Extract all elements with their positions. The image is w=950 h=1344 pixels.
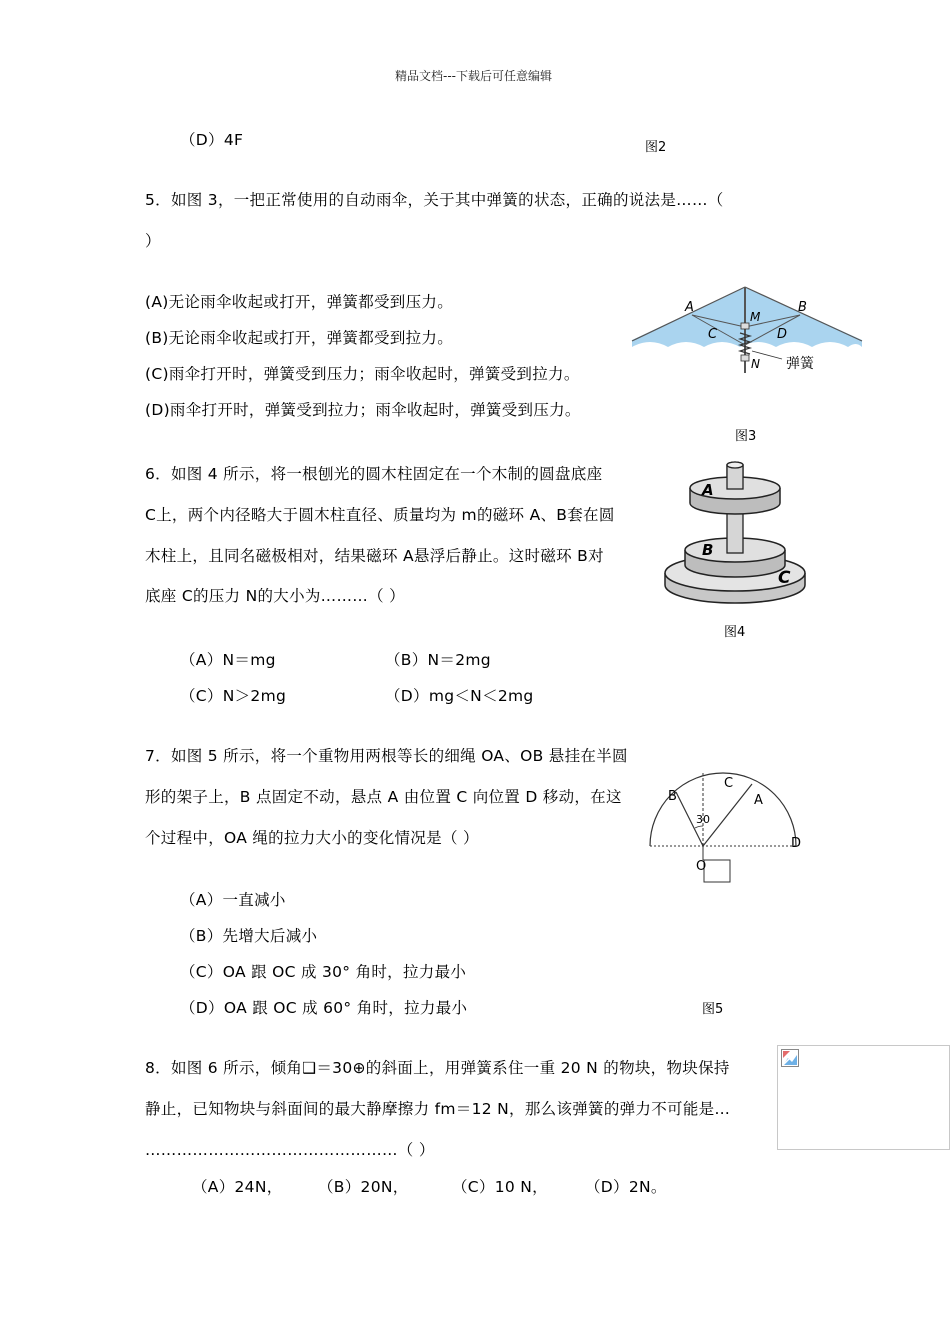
q6-option-c: （C）N＞2mg [180,687,287,705]
umbrella-spring-label: 弹簧 [786,356,814,372]
q7-stem-line3: 个过程中，OA 绳的拉力大小的变化情况是（ ） [145,829,479,847]
frame-label-o: O [696,859,707,874]
umbrella-label-n: N [751,357,760,371]
base-c-label: C [778,568,791,588]
q8-option-b: （B）20N， [318,1178,409,1196]
ring-a-label: A [702,481,714,499]
frame-label-a: A [754,793,763,808]
q8-stem-line3: …………………………………………（ ） [145,1141,435,1159]
broken-image-icon [781,1049,799,1067]
umbrella-label-d: D [777,327,788,342]
frame-label-b: B [668,789,677,804]
q8-stem-line1: 8．如图 6 所示，倾角❑＝30⊕的斜面上，用弹簧系住一重 20 N 的物块，物块保持 [145,1059,730,1077]
q5-stem-line1: 5．如图 3，一把正常使用的自动雨伞，关于其中弹簧的状态，正确的说法是……（ [145,191,724,209]
q7-option-c: （C）OA 跟 OC 成 30° 角时，拉力最小 [180,963,467,981]
umbrella-label-m: M [750,310,761,324]
umbrella-label-c: C [708,327,718,342]
q6-stem-line1: 6．如图 4 所示，将一根刨光的圆木柱固定在一个木制的圆盘底座 [145,465,603,483]
q8-option-c: （C）10 N， [452,1178,548,1196]
q7-stem-line1: 7．如图 5 所示，将一个重物用两根等长的细绳 OA、OB 悬挂在半圆 [145,747,628,765]
ring-b-label: B [702,541,714,559]
umbrella-label-a: A [685,300,694,315]
q5-option-c: (C)雨伞打开时，弹簧受到压力；雨伞收起时，弹簧受到拉力。 [145,365,580,383]
q6-stem-line4: 底座 C的压力 N的大小为………（ ） [145,587,405,605]
q4-option-d: （D）4F [180,131,244,149]
umbrella-label-b: B [798,300,807,315]
q8-stem-line2: 静止，已知物块与斜面间的最大静摩擦力 fm＝12 N，那么该弹簧的弹力不可能是… [145,1100,731,1118]
magnet-rings-figure [660,455,810,610]
q8-option-a: （A）24N， [192,1178,283,1196]
q6-option-b: （B）N＝2mg [385,651,491,669]
figure5-caption: 图5 [702,1002,724,1017]
figure4-caption: 图4 [724,625,746,640]
frame-label-c: C [724,776,734,791]
q7-option-d: （D）OA 跟 OC 成 60° 角时，拉力最小 [180,999,468,1017]
figure3-caption: 图3 [735,429,757,444]
q7-option-a: （A）一直减小 [180,891,286,909]
figure2-caption: 图2 [645,140,667,155]
frame-label-d: D [791,836,802,851]
q6-option-a: （A）N＝mg [180,651,276,669]
q5-stem-line2: ） [145,232,161,250]
q6-option-d: （D）mg＜N＜2mg [385,687,534,705]
page-header: 精品文档---下载后可任意编辑 [395,69,552,83]
q5-option-d: (D)雨伞打开时，弹簧受到拉力；雨伞收起时，弹簧受到压力。 [145,401,581,419]
q7-option-b: （B）先增大后减小 [180,927,318,945]
q7-stem-line2: 形的架子上，B 点固定不动，悬点 A 由位置 C 向位置 D 移动，在这 [145,788,622,806]
q5-option-b: (B)无论雨伞收起或打开，弹簧都受到拉力。 [145,329,454,347]
umbrella-figure [630,285,865,377]
broken-image-placeholder [777,1045,950,1150]
q6-stem-line3: 木柱上，且同名磁极相对，结果磁环 A悬浮后静止。这时磁环 B对 [145,547,604,565]
q5-option-a: (A)无论雨伞收起或打开，弹簧都受到压力。 [145,293,453,311]
semicircle-frame-figure [640,770,810,890]
frame-angle-label: 30 [696,813,710,826]
q8-option-d: （D）2N。 [585,1178,667,1196]
q6-stem-line2: C上，两个内径略大于圆木柱直径、质量均为 m的磁环 A、B套在圆 [145,506,615,524]
